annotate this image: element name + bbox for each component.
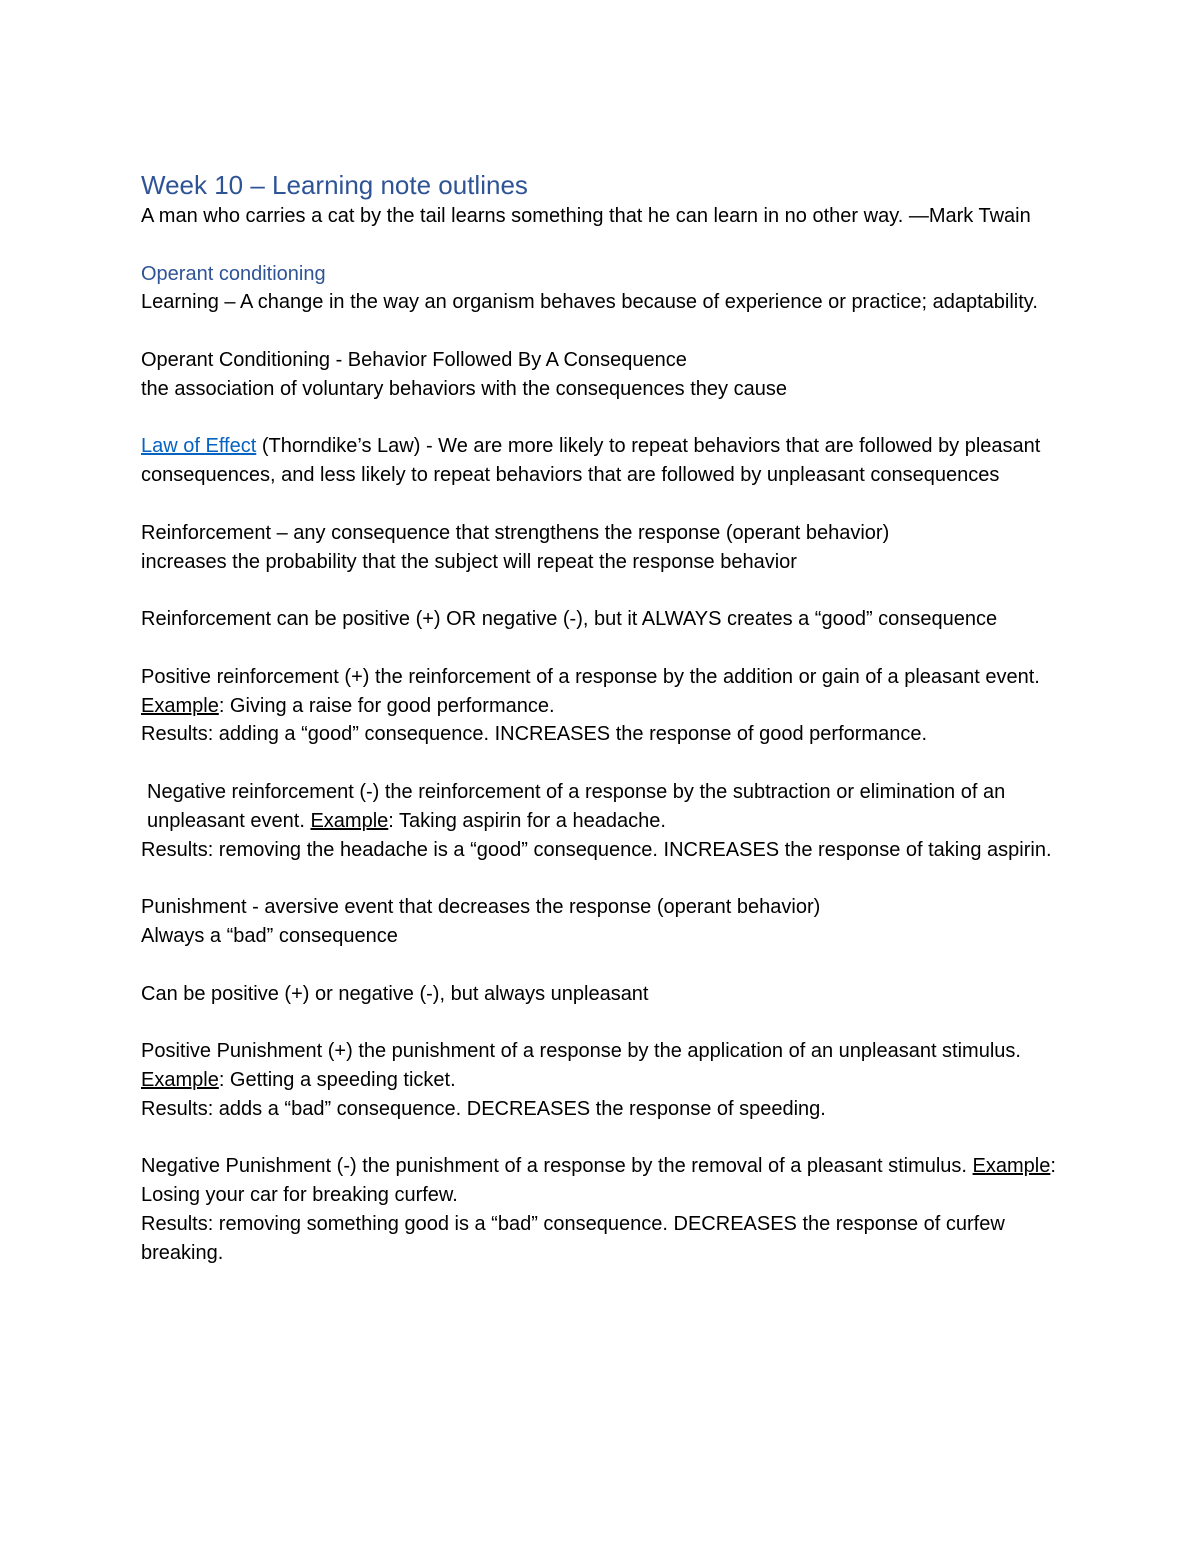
document-page bbox=[141, 168, 1071, 1267]
reinforcement-definition: Reinforcement – any consequence that strengthens the response (operant behavior) bbox=[141, 521, 890, 544]
example-label: Example bbox=[310, 809, 389, 832]
punishment-types: Can be positive (+) or negative (-), but always unpleasant bbox=[141, 982, 649, 1005]
positive-punishment-text: Positive Punishment (+) the punishment of a response by the application of an unpleasant stimulus. bbox=[141, 1040, 1021, 1063]
negative-reinforcement-paragraph bbox=[141, 778, 1071, 836]
positive-reinforcement-text: Positive reinforcement (+) the reinforcement of a response by the addition or gain of a pleasant event. bbox=[141, 665, 1040, 688]
section-heading: Operant conditioning bbox=[141, 262, 326, 285]
positive-reinforcement-paragraph bbox=[141, 663, 1071, 721]
punishment-note: Always a “bad” consequence bbox=[141, 924, 398, 947]
reinforcement-effect: increases the probability that the subject will repeat the response behavior bbox=[141, 550, 797, 573]
example-label: Example bbox=[141, 694, 219, 717]
negative-punishment-results: Results: removing something good is a “bad” consequence. DECREASES the response of curfew breaking. bbox=[141, 1212, 1005, 1264]
quote-paragraph: A man who carries a cat by the tail learns something that he can learn in no other way. —Mark Twain bbox=[141, 205, 1031, 227]
example-label: Example bbox=[141, 1068, 219, 1091]
reinforcement-types: Reinforcement can be positive (+) OR negative (-), but it ALWAYS creates a “good” consequence bbox=[141, 608, 998, 631]
positive-punishment-results: Results: adds a “bad” consequence. DECREASES the response of speeding. bbox=[141, 1097, 826, 1120]
negative-reinforcement-example: : Taking aspirin for a headache. bbox=[388, 809, 666, 832]
spacer bbox=[141, 951, 1071, 980]
spacer bbox=[141, 1008, 1071, 1037]
negative-reinforcement-results: Results: removing the headache is a “good” consequence. INCREASES the response of taking aspirin. bbox=[141, 838, 1052, 861]
law-of-effect-paragraph bbox=[141, 432, 1071, 490]
law-of-effect-link[interactable]: Law of Effect bbox=[141, 435, 257, 458]
law-of-effect-text: (Thorndike’s Law) - We are more likely to repeat behaviors that are followed by pleasant consequences, and less likely to repeat behaviors that are followed by unpleasant consequences bbox=[141, 435, 1041, 487]
learning-definition: Learning – A change in the way an organism behaves because of experience or practice; adaptability. bbox=[141, 291, 1038, 314]
punishment-definition: Punishment - aversive event that decreases the response (operant behavior) bbox=[141, 896, 821, 919]
spacer bbox=[141, 634, 1071, 663]
negative-reinforcement-text: Negative reinforcement (-) the reinforcement of a response by the subtraction or elimination of an unpleasant event. bbox=[147, 780, 1006, 832]
operant-conditioning-heading: Operant Conditioning - Behavior Followed By A Consequence bbox=[141, 348, 687, 371]
positive-punishment-example: : Getting a speeding ticket. bbox=[218, 1068, 456, 1091]
spacer bbox=[141, 576, 1071, 605]
spacer bbox=[141, 1124, 1071, 1153]
spacer bbox=[141, 490, 1071, 519]
negative-punishment-example: : Losing your car for breaking curfew. bbox=[141, 1155, 1056, 1207]
spacer bbox=[141, 231, 1071, 260]
negative-punishment-paragraph bbox=[141, 1152, 1071, 1210]
page-title: Week 10 – Learning note outlines bbox=[141, 170, 528, 200]
positive-punishment-paragraph bbox=[141, 1037, 1071, 1095]
spacer bbox=[141, 317, 1071, 346]
spacer bbox=[141, 864, 1071, 893]
operant-conditioning-definition: the association of voluntary behaviors with the consequences they cause bbox=[141, 377, 787, 400]
negative-punishment-text: Negative Punishment (-) the punishment of a response by the removal of a pleasant stimulus. bbox=[141, 1155, 973, 1178]
example-label: Example bbox=[972, 1155, 1051, 1178]
positive-reinforcement-results: Results: adding a “good” consequence. INCREASES the response of good performance. bbox=[141, 723, 928, 746]
positive-reinforcement-example: : Giving a raise for good performance. bbox=[218, 694, 555, 717]
spacer bbox=[141, 749, 1071, 778]
spacer bbox=[141, 404, 1071, 433]
